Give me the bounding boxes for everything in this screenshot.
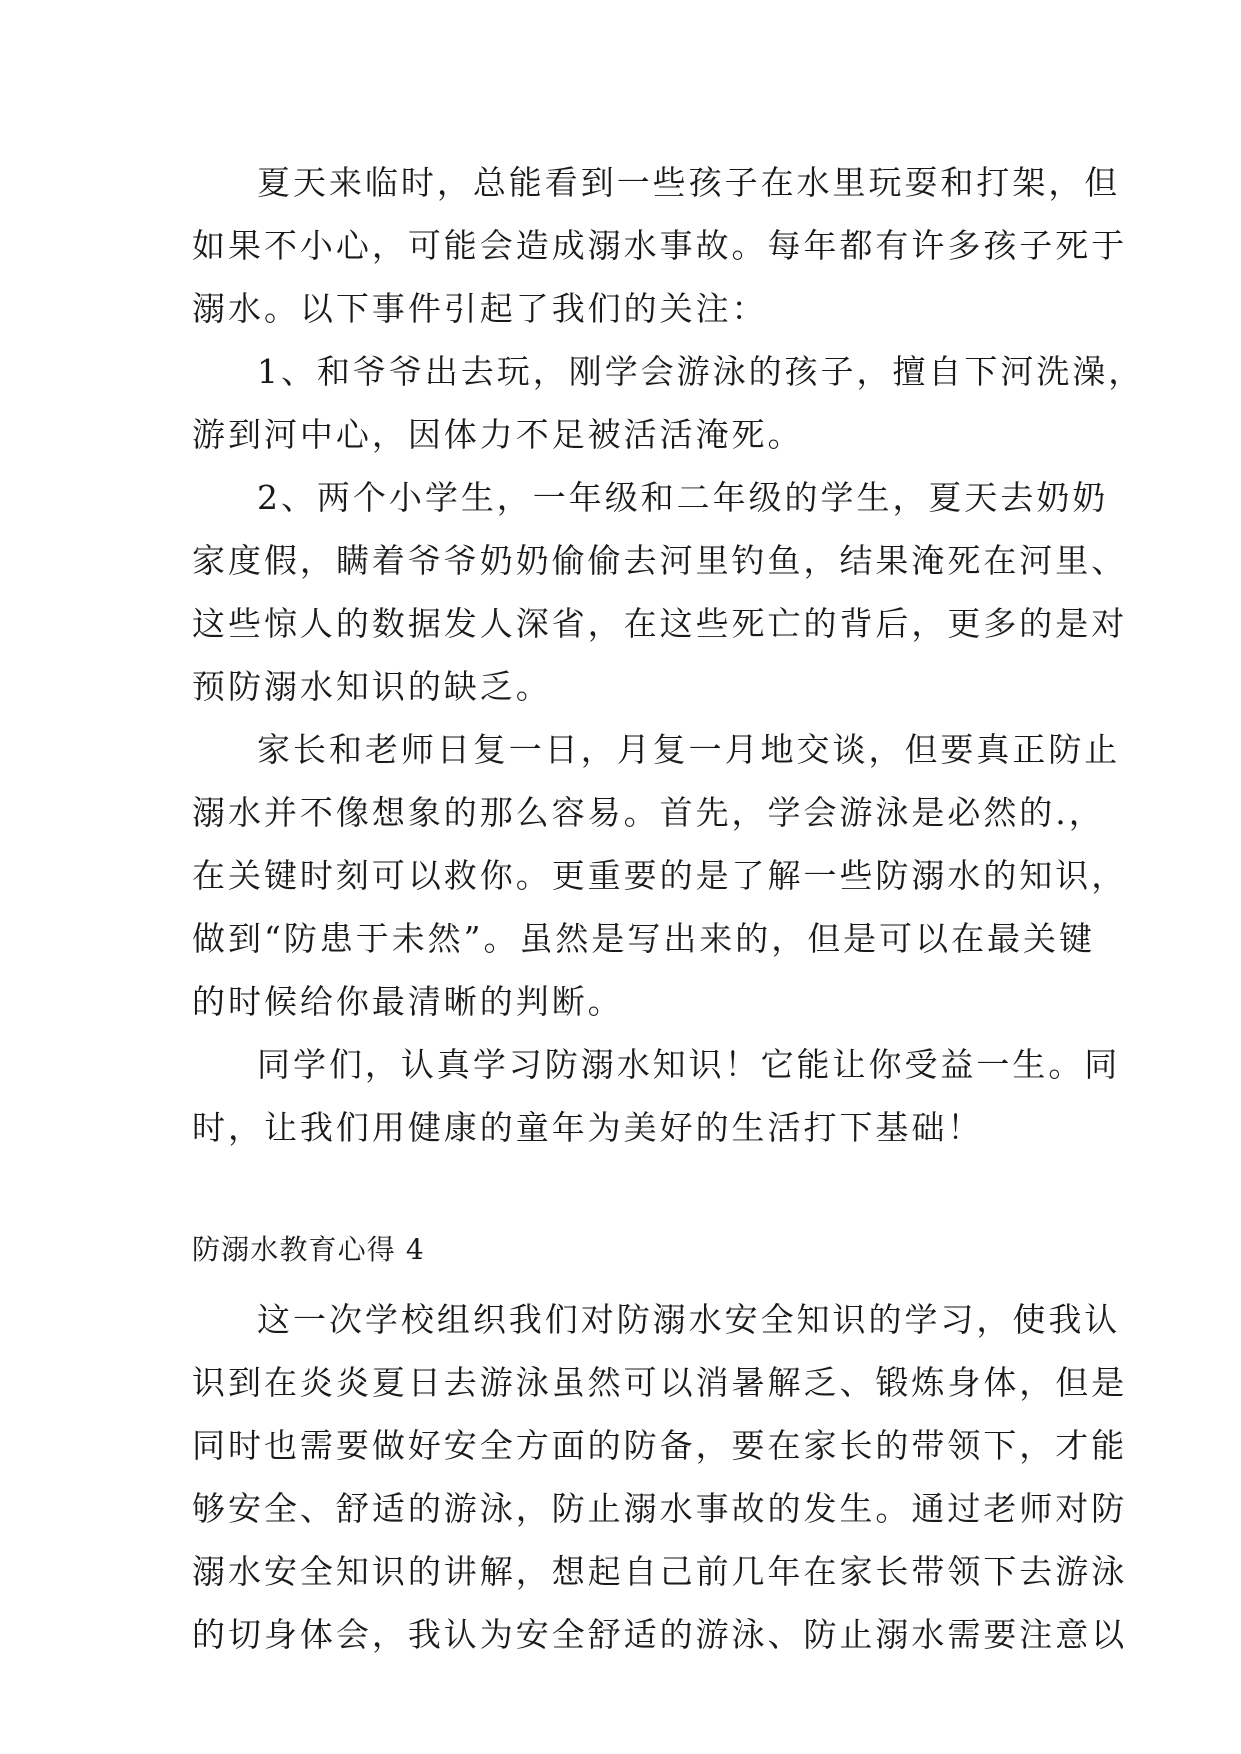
text-line: 的时候给你最清晰的判断。 xyxy=(192,982,624,1021)
text-line: 夏天来临时，总能看到一些孩子在水里玩耍和打架，但 xyxy=(257,163,1121,202)
text-line: 溺水。以下事件引起了我们的关注： xyxy=(192,289,768,328)
text-line: 时，让我们用健康的童年为美好的生活打下基础！ xyxy=(192,1108,984,1147)
text-line: 1、和爷爷出去玩，刚学会游泳的孩子，擅自下河洗澡， xyxy=(257,352,1145,391)
text-line: 溺水安全知识的讲解，想起自己前几年在家长带领下去游泳 xyxy=(192,1552,1128,1591)
text-line: 2、两个小学生，一年级和二年级的学生，夏天去奶奶 xyxy=(257,478,1109,517)
text-line: 同时也需要做好安全方面的防备，要在家长的带领下，才能 xyxy=(192,1426,1128,1465)
text-line: 这一次学校组织我们对防溺水安全知识的学习，使我认 xyxy=(257,1300,1121,1339)
text-line: 同学们，认真学习防溺水知识！它能让你受益一生。同 xyxy=(257,1045,1121,1084)
text-line: 家长和老师日复一日，月复一月地交谈，但要真正防止 xyxy=(257,730,1121,769)
section-heading: 防溺水教育心得 4 xyxy=(192,1233,425,1266)
text-line: 如果不小心，可能会造成溺水事故。每年都有许多孩子死于 xyxy=(192,226,1128,265)
text-line: 这些惊人的数据发人深省，在这些死亡的背后，更多的是对 xyxy=(192,604,1128,643)
text-line: 的切身体会，我认为安全舒适的游泳、防止溺水需要注意以 xyxy=(192,1615,1128,1654)
text-line: 预防溺水知识的缺乏。 xyxy=(192,667,552,706)
text-line: 在关键时刻可以救你。更重要的是了解一些防溺水的知识， xyxy=(192,856,1128,895)
text-line: 家度假，瞒着爷爷奶奶偷偷去河里钓鱼，结果淹死在河里、 xyxy=(192,541,1128,580)
text-line: 游到河中心，因体力不足被活活淹死。 xyxy=(192,415,804,454)
text-line: 够安全、舒适的游泳，防止溺水事故的发生。通过老师对防 xyxy=(192,1489,1128,1528)
text-line: 溺水并不像想象的那么容易。首先，学会游泳是必然的.， xyxy=(192,793,1105,832)
text-line: 做到“防患于未然”。虽然是写出来的，但是可以在最关键 xyxy=(192,919,1095,958)
text-line: 识到在炎炎夏日去游泳虽然可以消暑解乏、锻炼身体，但是 xyxy=(192,1363,1128,1402)
